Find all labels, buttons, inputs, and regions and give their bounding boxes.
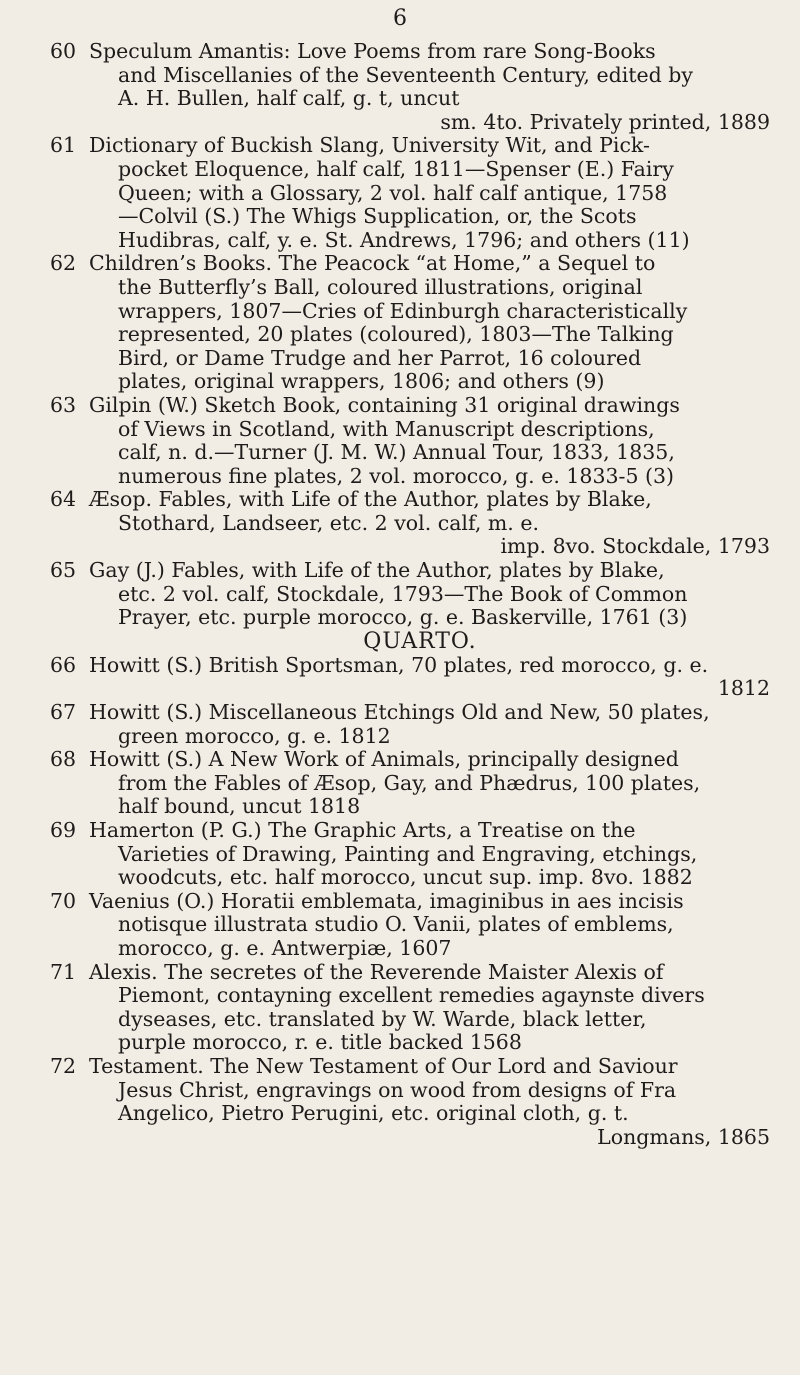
entry-line: wrappers, 1807—Cries of Edinburgh characteristically — [118, 298, 688, 323]
catalogue-entry — [0, 252, 800, 394]
entry-number: 61 — [50, 133, 77, 158]
entry-line: Vaenius (O.) Horatii emblemata, imaginibus in aes incisis — [89, 888, 684, 913]
catalogue-entry — [0, 961, 800, 1055]
entry-number: 66 — [50, 652, 77, 677]
entry-line: the Butterfly’s Ball, coloured illustrations, original — [118, 274, 643, 299]
entry-line: Gilpin (W.) Sketch Book, containing 31 original drawings — [89, 392, 680, 417]
entry-line: represented, 20 plates (coloured), 1803—The Talking — [118, 322, 674, 347]
entry-number: 62 — [50, 251, 77, 276]
entry-line: morocco, g. e. Antwerpiæ, 1607 — [118, 935, 452, 960]
entry-line: and Miscellanies of the Seventeenth Century, edited by — [118, 62, 693, 87]
catalogue-entry — [0, 40, 800, 134]
entry-line: notisque illustrata studio O. Vanii, plates of emblems, — [118, 912, 674, 937]
entry-number: 63 — [50, 392, 77, 417]
entry-number: 65 — [50, 558, 77, 583]
entry-line: Gay (J.) Fables, with Life of the Author, plates by Blake, — [89, 558, 665, 583]
catalogue-entry — [0, 1055, 800, 1149]
entry-line: Howitt (S.) Miscellaneous Etchings Old and New, 50 plates, — [89, 700, 710, 725]
entry-line: etc. 2 vol. calf, Stockdale, 1793—The Book of Common — [118, 581, 688, 606]
entry-line: from the Fables of Æsop, Gay, and Phædrus, 100 plates, — [118, 770, 701, 795]
entry-line: half bound, uncut 1818 — [118, 794, 361, 819]
catalogue-entry — [0, 394, 800, 488]
entry-line: Angelico, Pietro Perugini, etc. original cloth, g. t. — [118, 1101, 629, 1126]
entry-line: Howitt (S.) A New Work of Animals, principally designed — [89, 747, 679, 772]
entry-line: numerous fine plates, 2 vol. morocco, g. e. 1833-5 (3) — [118, 463, 675, 488]
entry-line: imp. 8vo. Stockdale, 1793 — [500, 534, 770, 559]
entry-line: Stothard, Landseer, etc. 2 vol. calf, m. e. — [118, 510, 539, 535]
entry-line: Testament. The New Testament of Our Lord and Saviour — [89, 1053, 678, 1078]
section-heading: QUARTO. — [363, 628, 477, 654]
entry-line: 1812 — [717, 676, 770, 701]
entry-line: Prayer, etc. purple morocco, g. e. Baskerville, 1761 (3) — [118, 605, 688, 630]
entry-line: Speculum Amantis: Love Poems from rare Song-Books — [89, 39, 656, 63]
entry-number: 67 — [50, 700, 77, 725]
entry-line: pocket Eloquence, half calf, 1811—Spenser (E.) Fairy — [118, 156, 674, 181]
catalogue-entry — [0, 559, 800, 630]
catalogue-entry — [0, 890, 800, 961]
entry-line: of Views in Scotland, with Manuscript descriptions, — [118, 416, 655, 441]
entry-number: 69 — [50, 818, 77, 842]
entry-number: 71 — [50, 959, 77, 984]
entry-line: calf, n. d.—Turner (J. M. W.) Annual Tour, 1833, 1835, — [118, 440, 675, 465]
entry-line: woodcuts, etc. half morocco, uncut sup. imp. 8vo. 1882 — [118, 865, 693, 890]
catalogue-entry — [0, 134, 800, 252]
catalogue-entry — [0, 748, 800, 819]
entry-line: Varieties of Drawing, Painting and Engraving, etchings, — [118, 841, 698, 866]
entry-line: Jesus Christ, engravings on wood from designs of Fra — [118, 1077, 677, 1102]
entry-line: —Colvil (S.) The Whigs Supplication, or, the Scots — [118, 204, 637, 229]
entry-line: purple morocco, r. e. title backed 1568 — [118, 1030, 522, 1055]
entry-line: sm. 4to. Privately printed, 1889 — [440, 109, 770, 134]
entry-number: 60 — [50, 39, 77, 63]
entry-line: Æsop. Fables, with Life of the Author, plates by Blake, — [89, 487, 652, 512]
entry-line: Queen; with a Glossary, 2 vol. half calf antique, 1758 — [118, 180, 668, 205]
catalogue-entry — [0, 654, 800, 701]
entry-line: Hamerton (P. G.) The Graphic Arts, a Treatise on the — [89, 818, 636, 842]
entry-number: 72 — [50, 1053, 77, 1078]
entry-line: Alexis. The secretes of the Reverende Maister Alexis of — [89, 959, 664, 984]
entry-number: 70 — [50, 888, 77, 913]
entry-number: 68 — [50, 747, 77, 772]
entry-line: plates, original wrappers, 1806; and others (9) — [118, 369, 605, 394]
entry-line: A. H. Bullen, half calf, g. t, uncut — [118, 86, 460, 111]
catalogue-entry — [0, 819, 800, 890]
entry-line: Howitt (S.) British Sportsman, 70 plates, red morocco, g. e. — [89, 652, 709, 677]
page-number: 6 — [393, 6, 407, 31]
catalogue-entry — [0, 701, 800, 748]
entries-list — [0, 40, 800, 1149]
entry-number: 64 — [50, 487, 77, 512]
entry-line: Piemont, contayning excellent remedies agaynste divers — [118, 983, 705, 1008]
entry-line: Longmans, 1865 — [597, 1124, 770, 1149]
catalogue-entry — [0, 488, 800, 559]
entry-line: Hudibras, calf, y. e. St. Andrews, 1796; and others (11) — [118, 227, 690, 252]
entry-line: Children’s Books. The Peacock “at Home,” a Sequel to — [89, 251, 656, 276]
entry-line: Dictionary of Buckish Slang, University Wit, and Pick- — [89, 133, 650, 158]
entry-line: green morocco, g. e. 1812 — [118, 723, 391, 748]
entry-line: dyseases, etc. translated by W. Warde, black letter, — [118, 1006, 647, 1031]
entry-line: Bird, or Dame Trudge and her Parrot, 16 coloured — [118, 345, 642, 370]
